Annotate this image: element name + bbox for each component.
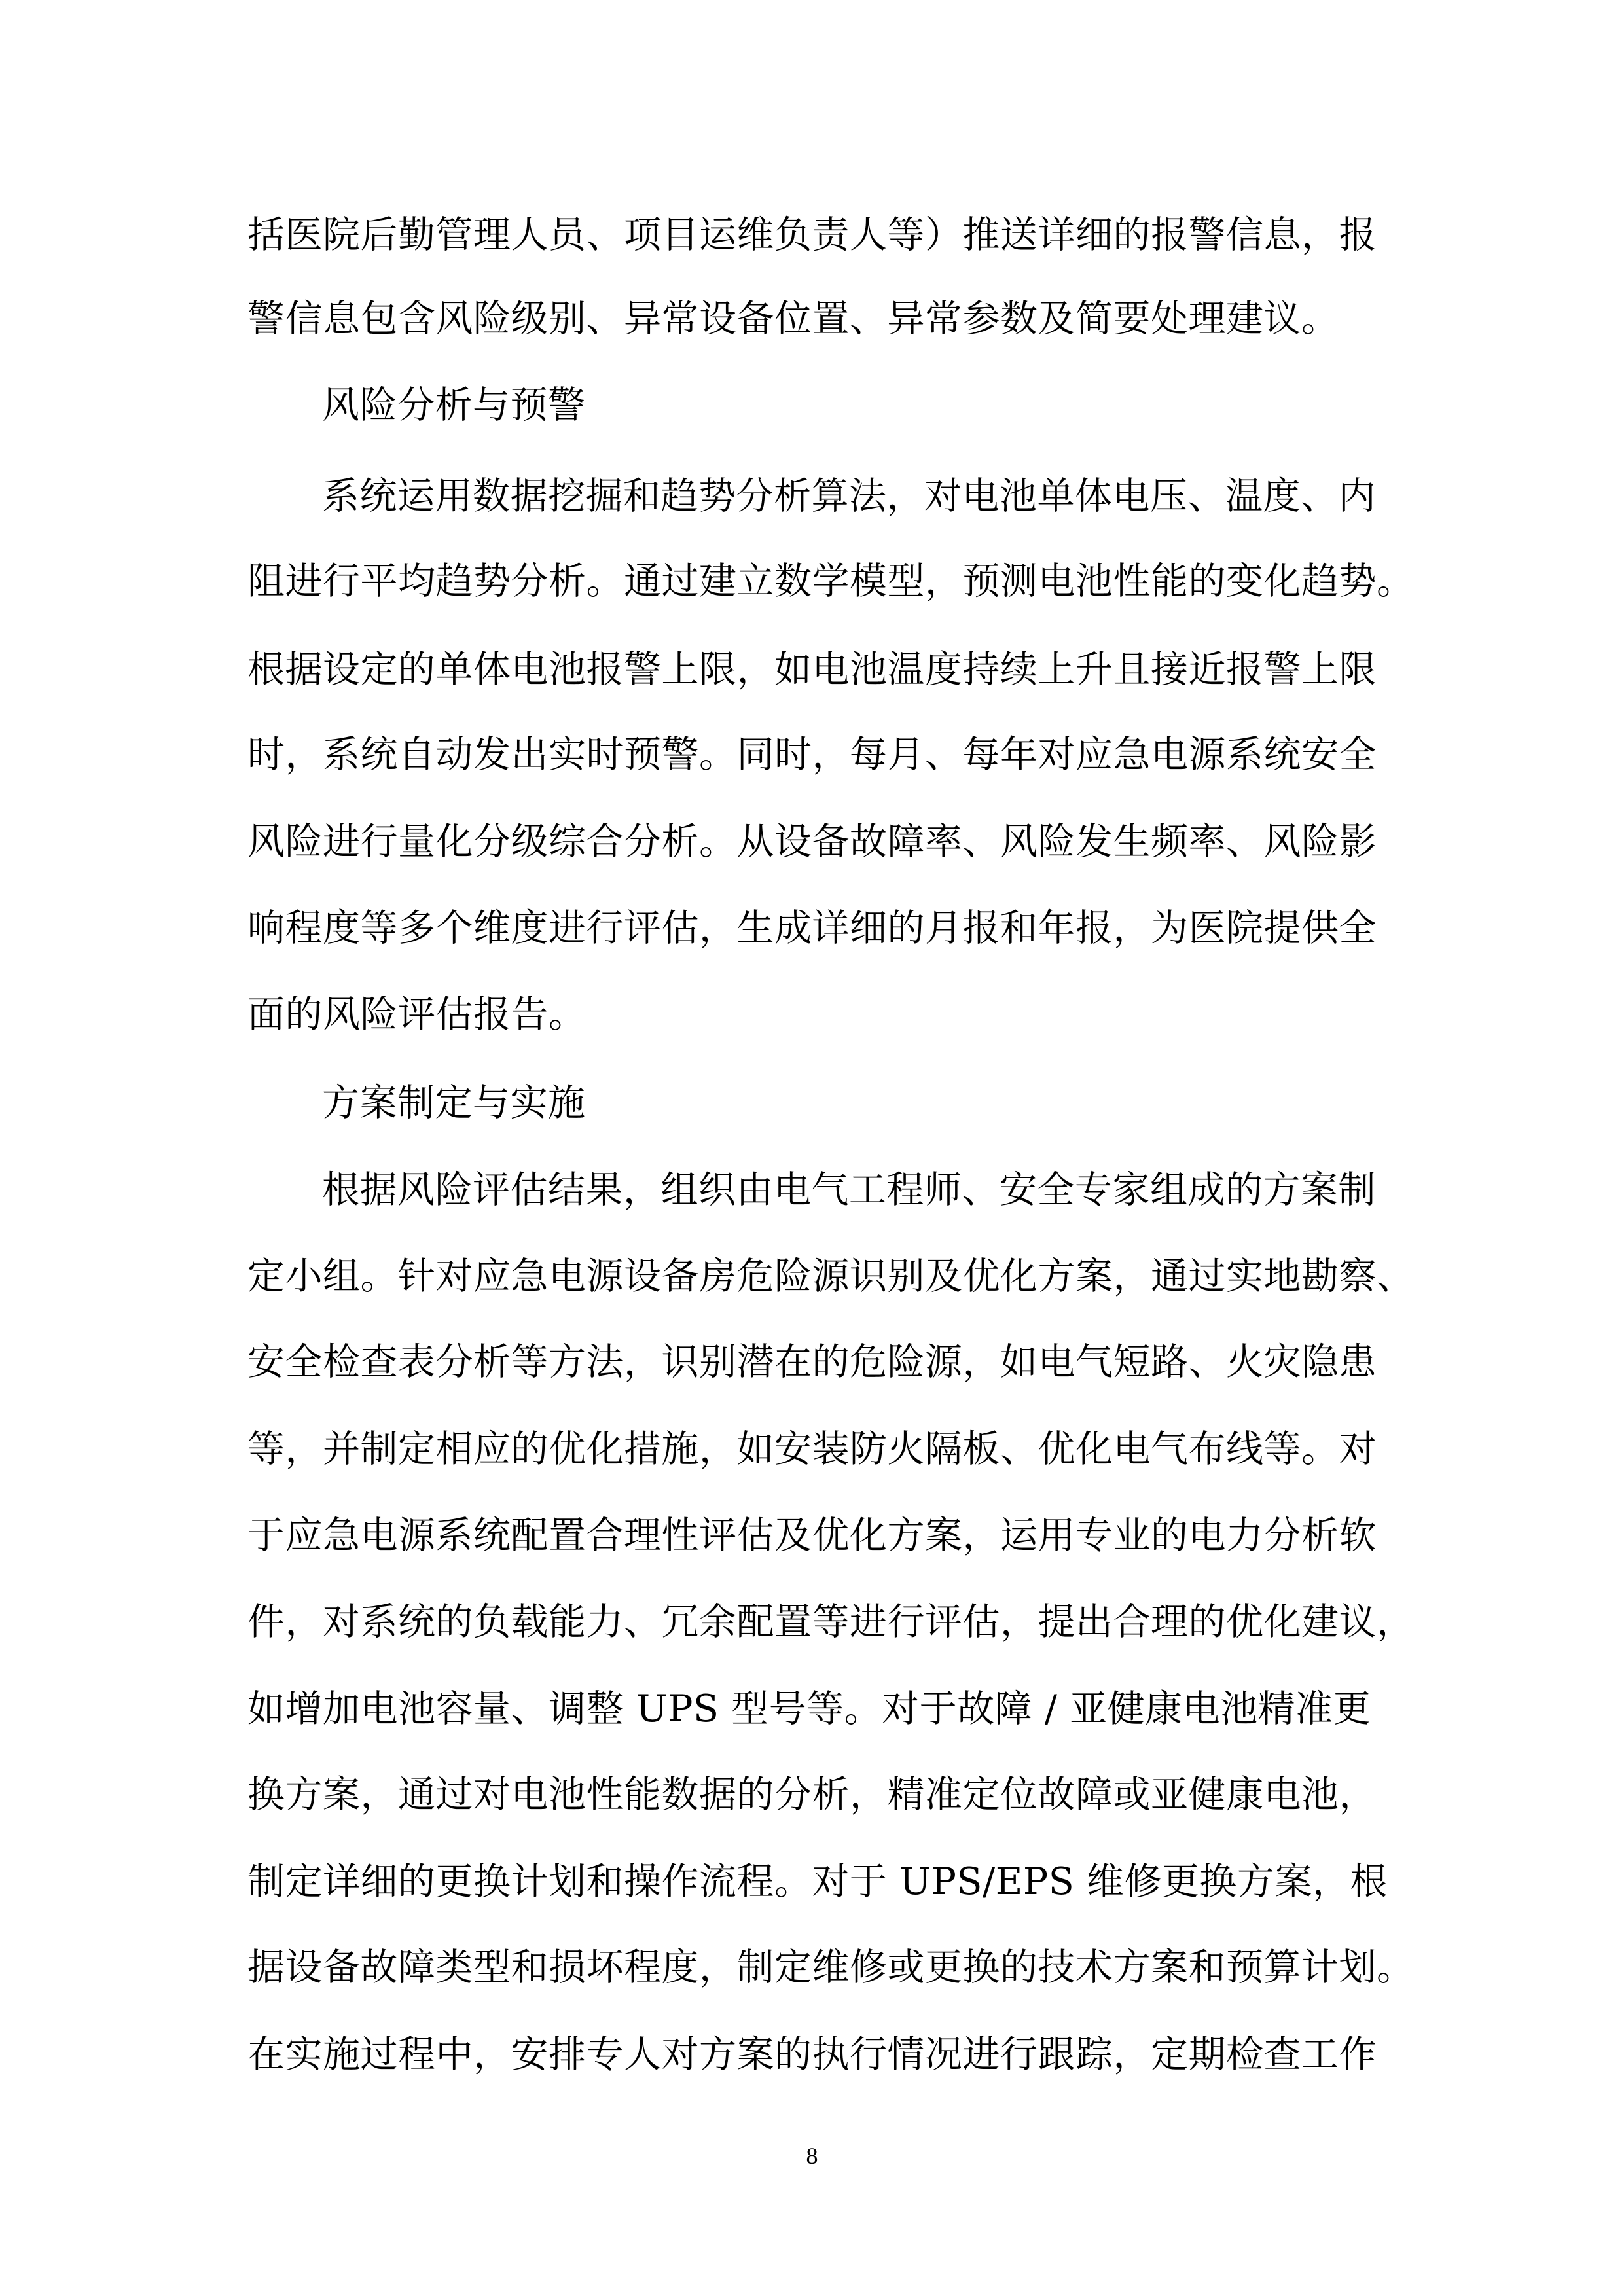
text-line: 件，对系统的负载能力、冗余配置等进行评估，提出合理的优化建议， <box>247 1600 1415 1643</box>
text-line: 响程度等多个维度进行评估，生成详细的月报和年报，为医院提供全 <box>247 906 1377 950</box>
text-line: 阻进行平均趋势分析。通过建立数学模型，预测电池性能的变化趋势。 <box>247 560 1415 603</box>
text-line: 系统运用数据挖掘和趋势分析算法，对电池单体电压、温度、内 <box>322 475 1376 518</box>
text-line: 如增加电池容量、调整 UPS 型号等。对于故障 / 亚健康电池精准更 <box>247 1687 1371 1731</box>
text-line: 根据设定的单体电池报警上限，如电池温度持续上升且接近报警上限 <box>247 648 1377 691</box>
text-line: 根据风险评估结果，组织由电气工程师、安全专家组成的方案制 <box>322 1168 1376 1211</box>
text-line: 于应急电源系统配置合理性评估及优化方案，运用专业的电力分析软 <box>247 1514 1377 1557</box>
text-line: 风险进行量化分级综合分析。从设备故障率、风险发生频率、风险影 <box>247 820 1377 863</box>
text-line: 警信息包含风险级别、异常设备位置、异常参数及简要处理建议。 <box>247 297 1339 340</box>
section-heading-plan-implementation: 方案制定与实施 <box>322 1081 586 1124</box>
page-number: 8 <box>806 2143 818 2169</box>
text-line: 等，并制定相应的优化措施，如安装防火隔板、优化电气布线等。对 <box>247 1427 1377 1471</box>
text-line: 安全检查表分析等方法，识别潜在的危险源，如电气短路、火灾隐患 <box>247 1340 1377 1384</box>
text-line: 在实施过程中，安排专人对方案的执行情况进行跟踪，定期检查工作 <box>247 2033 1377 2076</box>
section-heading-risk-analysis: 风险分析与预警 <box>322 384 586 427</box>
text-line: 面的风险评估报告。 <box>247 993 586 1036</box>
text-line: 制定详细的更换计划和操作流程。对于 UPS/EPS 维修更换方案，根 <box>247 1860 1388 1903</box>
text-line: 括医院后勤管理人员、项目运维负责人等）推送详细的报警信息，报 <box>247 213 1377 257</box>
text-line: 时，系统自动发出实时预警。同时，每月、每年对应急电源系统安全 <box>247 733 1377 776</box>
text-line: 据设备故障类型和损坏程度，制定维修或更换的技术方案和预算计划。 <box>247 1946 1415 1989</box>
text-line: 换方案，通过对电池性能数据的分析，精准定位故障或亚健康电池， <box>247 1773 1377 1816</box>
text-line: 定小组。针对应急电源设备房危险源识别及优化方案，通过实地勘察、 <box>247 1255 1415 1298</box>
